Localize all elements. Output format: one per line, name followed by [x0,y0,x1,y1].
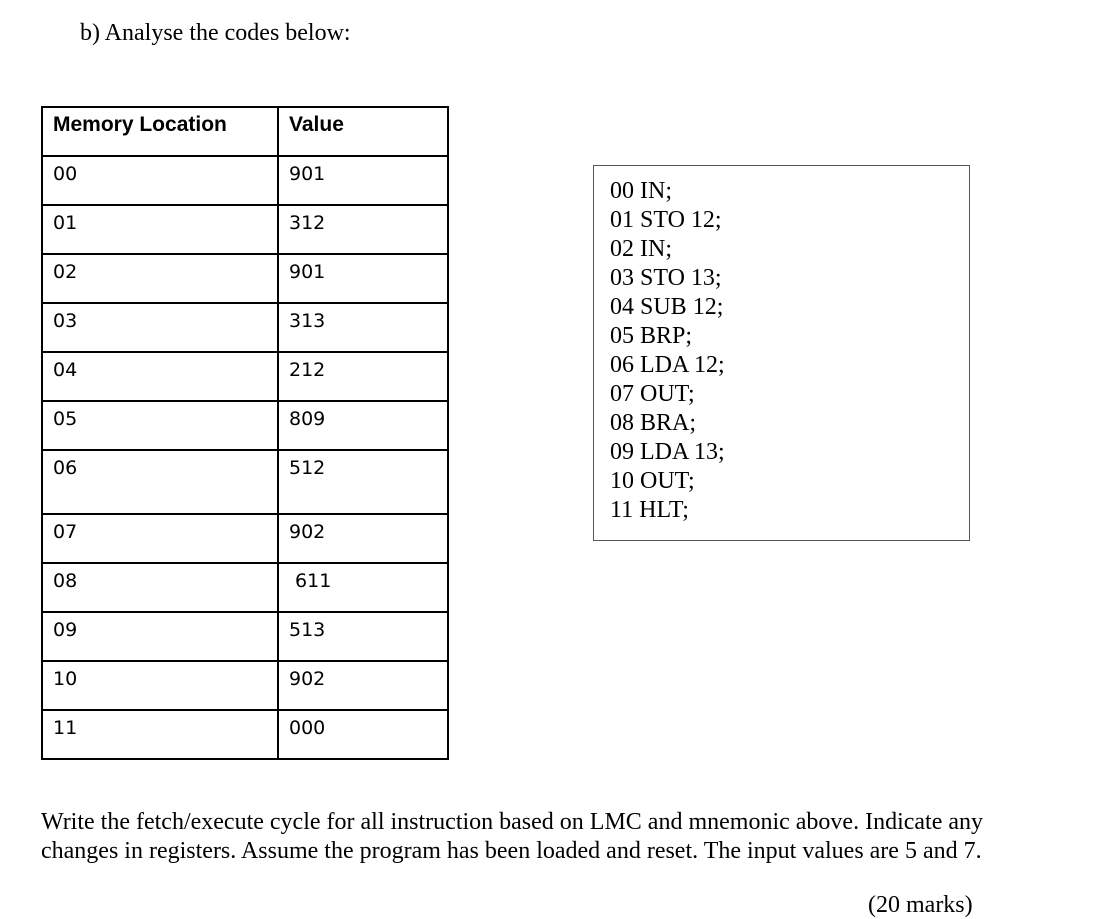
memory-location-cell: 00 [42,156,278,205]
mnemonic-code-box [593,165,970,541]
value-cell: 611 [278,563,448,612]
question-heading: b) Analyse the codes below: [80,20,351,46]
table-row [42,205,448,254]
question-instructions: Write the fetch/execute cycle for all instruction based on LMC and mnemonic above. Indicate any changes in registers. Assume the program has been loaded and reset. The input values are 5 and 7. [41,809,984,864]
value-cell: 212 [278,352,448,401]
header-memory-location: Memory Location [42,107,278,156]
value-cell: 313 [278,303,448,352]
memory-location-cell: 10 [42,661,278,710]
marks-allocation: (20 marks) [868,892,973,918]
memory-location-cell: 04 [42,352,278,401]
memory-location-cell: 01 [42,205,278,254]
value-cell: 902 [278,514,448,563]
value-cell: 513 [278,612,448,661]
code-line: 08 BRA; [610,410,697,436]
memory-location-cell: 11 [42,710,278,759]
code-line: 09 LDA 13; [610,439,725,465]
table-row [42,661,448,710]
table-row [42,401,448,450]
table-row [42,450,448,514]
code-line: 10 OUT; [610,468,695,494]
code-line: 01 STO 12; [610,207,722,233]
table-header-row [42,107,448,156]
memory-location-cell: 06 [42,450,278,514]
table-row [42,352,448,401]
value-cell: 312 [278,205,448,254]
table-row [42,514,448,563]
value-cell: 000 [278,710,448,759]
table-row [42,612,448,661]
table-row [42,563,448,612]
memory-location-cell: 05 [42,401,278,450]
code-line: 03 STO 13; [610,265,722,291]
memory-location-cell: 07 [42,514,278,563]
memory-location-cell: 02 [42,254,278,303]
value-cell: 512 [278,450,448,514]
value-cell: 901 [278,156,448,205]
value-cell: 809 [278,401,448,450]
code-line: 06 LDA 12; [610,352,725,378]
table-row [42,303,448,352]
code-line: 07 OUT; [610,381,695,407]
header-value: Value [278,107,448,156]
memory-location-cell: 09 [42,612,278,661]
memory-location-cell: 08 [42,563,278,612]
memory-location-cell: 03 [42,303,278,352]
code-line: 04 SUB 12; [610,294,724,320]
table-row [42,156,448,205]
table-row [42,710,448,759]
value-cell: 901 [278,254,448,303]
table-row [42,254,448,303]
value-cell: 902 [278,661,448,710]
memory-table [41,106,449,760]
code-line: 02 IN; [610,236,672,262]
code-line: 05 BRP; [610,323,693,349]
code-line: 00 IN; [610,178,672,204]
code-line: 11 HLT; [610,497,689,523]
